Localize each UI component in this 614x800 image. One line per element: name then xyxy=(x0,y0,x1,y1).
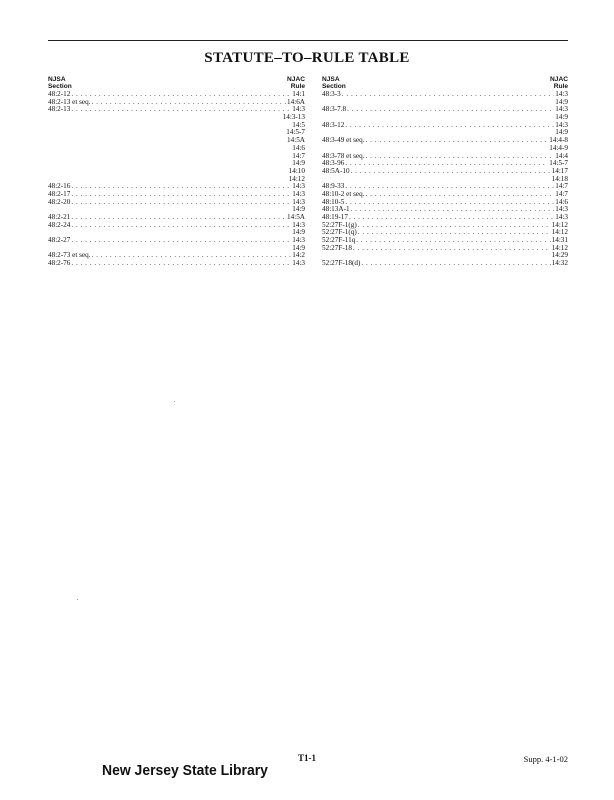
table-row xyxy=(48,237,305,245)
section-number: 48:3-78 et seq. xyxy=(322,151,365,160)
left-entries xyxy=(48,91,305,268)
dot-leader xyxy=(353,245,551,253)
rule-number: 14:5 xyxy=(292,120,305,129)
rule-number: 14:7 xyxy=(555,189,568,198)
left-column xyxy=(48,76,305,268)
left-header-line2 xyxy=(48,83,305,90)
rule-number: 14:7 xyxy=(292,151,305,160)
table-row xyxy=(48,183,305,191)
left-header-njsa: NJSA xyxy=(48,76,66,83)
rule-number: 14:6 xyxy=(292,143,305,152)
rule-number: 14:5A xyxy=(287,213,305,221)
dot-leader xyxy=(356,237,550,245)
rule-number: 14:9 xyxy=(555,97,568,106)
section-number: 52:27F-11q xyxy=(322,236,356,245)
right-header-njsa: NJSA xyxy=(322,76,340,83)
table-row xyxy=(48,99,305,107)
dot-leader xyxy=(71,222,291,230)
dot-leader xyxy=(366,191,555,199)
rule-number: 14:3 xyxy=(292,105,305,114)
dot-leader xyxy=(361,260,550,268)
section-number: 48:3-12 xyxy=(322,120,345,129)
rule-number: 14:10 xyxy=(288,166,305,175)
table-row xyxy=(48,214,305,222)
table-row xyxy=(322,245,568,253)
dot-leader xyxy=(351,168,551,176)
table-row xyxy=(322,137,568,145)
dot-leader xyxy=(71,237,291,245)
rule-number: 14:12 xyxy=(551,228,568,237)
section-number: 48:3-49 et seq. xyxy=(322,136,365,145)
page-title: STATUTE–TO–RULE TABLE xyxy=(204,50,410,66)
section-number: 48:3-96 xyxy=(322,159,345,168)
table-row xyxy=(48,199,305,207)
table-row xyxy=(322,160,568,168)
rule-number: 14:9 xyxy=(292,243,305,252)
rule-number: 14:29 xyxy=(551,251,568,260)
section-number: 48:2-24 xyxy=(48,220,71,229)
dot-leader xyxy=(71,191,291,199)
section-number: 48:2-12 xyxy=(48,90,71,98)
left-header-rule: Rule xyxy=(290,83,305,90)
table-row xyxy=(322,91,568,99)
rule-number: 14:3 xyxy=(292,182,305,191)
rule-number: 14:31 xyxy=(551,236,568,245)
table-row xyxy=(322,237,568,245)
table-row xyxy=(48,252,305,260)
table-row xyxy=(48,260,305,268)
section-number: 48:2-21 xyxy=(48,213,71,221)
table-row xyxy=(322,214,568,222)
section-number: 48:2-73 et seq. xyxy=(48,251,91,260)
page-number: T1-1 xyxy=(298,753,316,763)
supplement-date: Supp. 4-1-02 xyxy=(523,754,568,764)
section-number: 48:2-17 xyxy=(48,189,71,198)
rule-number: 14:3 xyxy=(555,120,568,129)
rule-number: 14:17 xyxy=(551,166,568,175)
rule-number: 14:3-13 xyxy=(282,113,305,122)
section-number: 48:5A-10 xyxy=(322,166,350,175)
dot-leader xyxy=(71,91,291,99)
section-number: 48:9-33 xyxy=(322,182,345,191)
table-row xyxy=(322,199,568,207)
dot-leader xyxy=(92,99,287,107)
rule-number: 14:4 xyxy=(555,151,568,160)
rule-number: 14:3 xyxy=(555,205,568,214)
left-header-njac: NJAC xyxy=(287,76,305,83)
section-number: 52:27F-1(q) xyxy=(322,228,357,237)
table-row xyxy=(322,191,568,199)
section-number: 48:3-3 xyxy=(322,90,341,98)
rule-number: 14:9 xyxy=(292,205,305,214)
rule-number: 14:3 xyxy=(555,90,568,98)
rule-number: 14:18 xyxy=(551,174,568,183)
dot-leader xyxy=(345,183,554,191)
dot-leader xyxy=(345,199,554,207)
section-number: 48:2-20 xyxy=(48,197,71,206)
rule-number: 14:5A xyxy=(287,136,305,145)
right-header-line2 xyxy=(322,83,568,90)
dot-leader xyxy=(366,137,549,145)
rule-number: 14:4-9 xyxy=(549,143,568,152)
rule-number: 14:9 xyxy=(555,128,568,137)
table-row xyxy=(322,260,568,268)
dot-leader xyxy=(347,106,554,114)
rule-number: 14:9 xyxy=(292,228,305,237)
table-row xyxy=(48,191,305,199)
section-number: 48:10-5 xyxy=(322,197,345,206)
rule-number: 14:9 xyxy=(292,159,305,168)
table-row xyxy=(322,222,568,230)
rule-number: 14:3 xyxy=(292,220,305,229)
rule-number: 14:2 xyxy=(292,251,305,260)
section-number: 48:19-17 xyxy=(322,213,348,221)
table-row xyxy=(322,122,568,130)
library-stamp: New Jersey State Library xyxy=(102,762,268,779)
left-header-line1 xyxy=(48,76,305,83)
dot-leader xyxy=(71,199,291,207)
dot-leader xyxy=(92,252,292,260)
dot-leader xyxy=(358,229,551,237)
section-number: 48:2-16 xyxy=(48,182,71,191)
rule-number: 14:12 xyxy=(551,220,568,229)
table-row xyxy=(322,206,568,214)
rule-number: 14:3 xyxy=(555,213,568,221)
rule-number: 14:4-8 xyxy=(549,136,568,145)
right-header-line1 xyxy=(322,76,568,83)
rule-number: 14:12 xyxy=(288,174,305,183)
right-column xyxy=(322,76,568,268)
section-number: 48:2-13 et seq. xyxy=(48,97,91,106)
dot-leader xyxy=(71,106,291,114)
rule-number: 14:32 xyxy=(551,259,568,268)
table-row xyxy=(322,229,568,237)
rule-number: 14:6A xyxy=(287,97,305,106)
dot-leader xyxy=(342,91,554,99)
rule-number: 14:5-7 xyxy=(286,128,305,137)
section-number: 48:10-2 et seq. xyxy=(322,189,365,198)
rule-number: 14:3 xyxy=(292,197,305,206)
dot-leader xyxy=(345,160,548,168)
dot-leader xyxy=(71,214,286,222)
rule-number: 14:6 xyxy=(555,197,568,206)
dot-leader xyxy=(358,222,551,230)
section-number: 48:2-13 xyxy=(48,105,71,114)
rule-number: 14:12 xyxy=(551,243,568,252)
left-header-section: Section xyxy=(48,83,72,90)
rule-number: 14:3 xyxy=(555,105,568,114)
dot-leader xyxy=(351,206,555,214)
right-header-njac: NJAC xyxy=(550,76,568,83)
table-row xyxy=(322,106,568,114)
rule-number: 14:1 xyxy=(292,90,305,98)
dot-leader xyxy=(71,260,291,268)
right-header-rule: Rule xyxy=(553,83,568,90)
section-number: 52:27F-18(d) xyxy=(322,259,361,268)
right-header-section: Section xyxy=(322,83,346,90)
dot-leader xyxy=(71,183,291,191)
rule-number: 14:3 xyxy=(292,189,305,198)
rule-number: 14:3 xyxy=(292,236,305,245)
section-number: 48:3-7.8 xyxy=(322,105,347,114)
scan-speck xyxy=(174,401,175,402)
right-entries xyxy=(322,91,568,268)
section-number: 52:27F-1(g) xyxy=(322,220,357,229)
dot-leader xyxy=(349,214,554,222)
table-row xyxy=(322,168,568,176)
rule-number: 14:5-7 xyxy=(549,159,568,168)
table-row xyxy=(48,106,305,114)
section-number: 48:13A-1 xyxy=(322,205,350,214)
section-number: 48:2-76 xyxy=(48,259,71,268)
dot-leader xyxy=(345,122,554,130)
table-row xyxy=(322,153,568,161)
dot-leader xyxy=(366,153,555,161)
top-rule xyxy=(48,40,568,41)
rule-number: 14:9 xyxy=(555,113,568,122)
table-row xyxy=(48,222,305,230)
scan-speck xyxy=(77,599,78,600)
section-number: 48:2-27 xyxy=(48,236,71,245)
section-number: 52:27F-18 xyxy=(322,243,352,252)
rule-number: 14:3 xyxy=(292,259,305,268)
rule-number: 14:7 xyxy=(555,182,568,191)
